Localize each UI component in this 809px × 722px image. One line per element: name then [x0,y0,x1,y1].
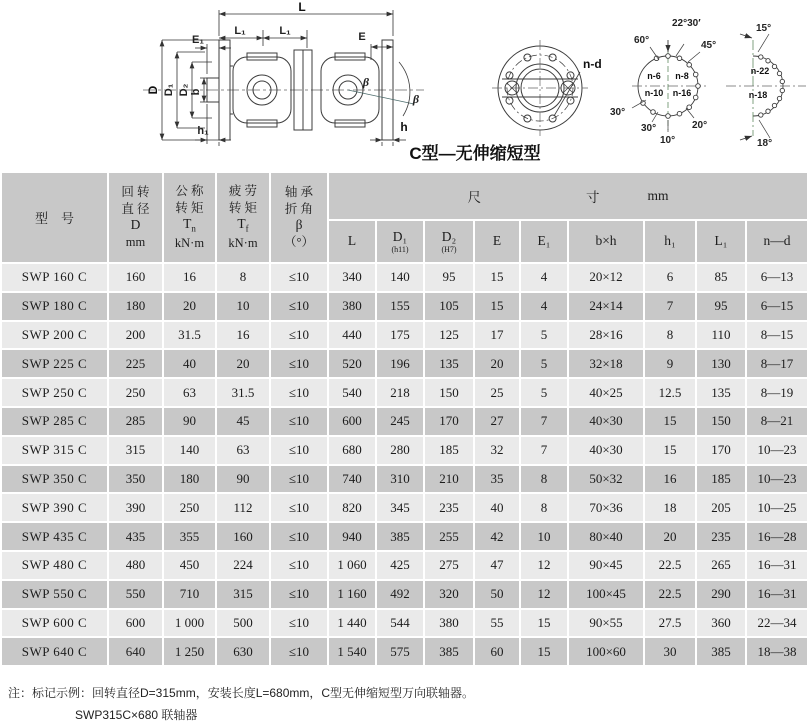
header-tf-line1: 疲 劳 [228,184,258,199]
value-cell: 22.5 [645,581,695,608]
n18-label: n-18 [748,90,768,100]
value-cell: 15 [475,264,519,291]
model-cell: SWP 550 C [2,581,107,608]
n8-label: n-8 [675,71,689,81]
model-cell: SWP 200 C [2,322,107,349]
angle-10-label: 10° [660,135,676,146]
header-nominal-torque [164,173,215,262]
value-cell: 8 [645,322,695,349]
value-cell: 140 [164,437,215,464]
value-cell: 360 [697,610,745,637]
value-cell: 600 [109,610,162,637]
header-col-h1: h₁ [645,221,695,262]
table-body [2,264,807,665]
value-cell: 4 [521,293,567,320]
dim-label-D2: D₂ [178,83,190,97]
value-cell: 265 [697,552,745,579]
value-cell: 385 [425,638,473,665]
angle-20-label: 20° [692,120,708,131]
header-fatigue-torque [217,173,269,262]
value-cell: 224 [217,552,269,579]
table-row [2,293,807,320]
header-tn-line1: 公 称 [175,184,204,199]
n6-label: n-6 [647,71,661,81]
value-cell: 20×12 [569,264,643,291]
value-cell: 170 [697,437,745,464]
value-cell: 70×36 [569,494,643,521]
bolt-pattern-circle [632,40,706,132]
header-d-line2: 直 径 [121,201,150,216]
value-cell: 16—31 [747,552,807,579]
table-row [2,638,807,665]
value-cell: 155 [377,293,423,320]
model-cell: SWP 250 C [2,379,107,406]
n10-label: n-10 [644,88,664,98]
beta-label-2: β [412,92,420,106]
value-cell: 17 [475,322,519,349]
model-cell: SWP 480 C [2,552,107,579]
value-cell: ≤10 [271,552,327,579]
value-cell: 640 [109,638,162,665]
value-cell: ≤10 [271,350,327,377]
value-cell: 90 [217,466,269,493]
value-cell: ≤10 [271,437,327,464]
dim-label-D1: D₁ [163,83,175,97]
value-cell: 355 [164,523,215,550]
value-cell: 350 [109,466,162,493]
value-cell: ≤10 [271,610,327,637]
value-cell: 550 [109,581,162,608]
value-cell: 425 [377,552,423,579]
value-cell: 8—17 [747,350,807,377]
value-cell: 210 [425,466,473,493]
dim-label-L1-left: L₁ [234,25,246,37]
header-beta-line1: 轴 承 [284,185,314,200]
value-cell: 18—38 [747,638,807,665]
value-cell: 63 [164,379,215,406]
table-row [2,552,807,579]
value-cell: 218 [377,379,423,406]
dim-label-E1: E₁ [192,34,204,46]
header-col-bxh: b×h [569,221,643,262]
header-col-E: E [475,221,519,262]
model-cell: SWP 160 C [2,264,107,291]
value-cell: 310 [377,466,423,493]
value-cell: 47 [475,552,519,579]
value-cell: 245 [377,408,423,435]
header-col-D2-note: (H7) [441,245,457,255]
value-cell: 6—13 [747,264,807,291]
value-cell: 100×45 [569,581,643,608]
dim-label-D: D [146,85,160,95]
value-cell: 100×60 [569,638,643,665]
value-cell: 16—28 [747,523,807,550]
value-cell: 185 [425,437,473,464]
value-cell: 8—15 [747,322,807,349]
value-cell: 385 [697,638,745,665]
dim-label-L: L [298,0,306,14]
value-cell: 40×30 [569,408,643,435]
value-cell: 185 [697,466,745,493]
value-cell: 450 [164,552,215,579]
header-col-D1-note: (h11) [391,245,409,255]
value-cell: ≤10 [271,581,327,608]
value-cell: 380 [329,293,375,320]
value-cell: 5 [521,322,567,349]
nd-label: n-d [583,57,602,71]
value-cell: 710 [164,581,215,608]
value-cell: 630 [217,638,269,665]
value-cell: 315 [109,437,162,464]
value-cell: 1 160 [329,581,375,608]
table-row [2,322,807,349]
value-cell: 600 [329,408,375,435]
value-cell: 680 [329,437,375,464]
value-cell: 6—15 [747,293,807,320]
n16-label: n-16 [672,88,692,98]
value-cell: 105 [425,293,473,320]
header-beta-unit: （°） [284,235,314,250]
value-cell: 31.5 [164,322,215,349]
dim-label-h1: h₁ [197,125,209,137]
value-cell: 175 [377,322,423,349]
value-cell: 15 [645,437,695,464]
value-cell: 95 [425,264,473,291]
value-cell: ≤10 [271,466,327,493]
value-cell: ≤10 [271,379,327,406]
model-cell: SWP 640 C [2,638,107,665]
value-cell: ≤10 [271,264,327,291]
value-cell: 345 [377,494,423,521]
value-cell: 315 [217,581,269,608]
value-cell: 492 [377,581,423,608]
value-cell: 5 [521,350,567,377]
value-cell: 7 [521,437,567,464]
value-cell: 4 [521,264,567,291]
value-cell: 10 [521,523,567,550]
header-tn-symbol: $T_n$ [183,216,196,235]
value-cell: 180 [109,293,162,320]
value-cell: 320 [425,581,473,608]
value-cell: 9 [645,350,695,377]
value-cell: 340 [329,264,375,291]
value-cell: 12 [521,552,567,579]
header-col-E1: E₁ [521,221,567,262]
value-cell: 440 [329,322,375,349]
header-size-char1: 尺 [467,190,482,205]
value-cell: 8 [521,494,567,521]
value-cell: 22—34 [747,610,807,637]
value-cell: 390 [109,494,162,521]
value-cell: 15 [475,293,519,320]
value-cell: 40×30 [569,437,643,464]
header-beta-symbol: β [295,217,303,233]
dim-label-b: b [190,88,202,96]
value-cell: 27.5 [645,610,695,637]
value-cell: 112 [217,494,269,521]
model-cell: SWP 225 C [2,350,107,377]
value-cell: 18 [645,494,695,521]
value-cell: 250 [109,379,162,406]
value-cell: 140 [377,264,423,291]
dim-label-h: h [400,120,408,134]
table-row [2,581,807,608]
value-cell: 45 [217,408,269,435]
dim-label-L1-right: L₁ [279,25,291,37]
value-cell: 130 [697,350,745,377]
header-tn-unit: kN·m [174,236,205,251]
table-row [2,610,807,637]
value-cell: 24×14 [569,293,643,320]
header-col-L1: L₁ [697,221,745,262]
header-d-unit: mm [125,235,146,250]
header-size-unit: mm [647,188,669,203]
note-line2: SWP315C×680 联轴器 [75,708,198,722]
value-cell: 16—31 [747,581,807,608]
value-cell: 150 [697,408,745,435]
left-yoke [233,57,291,123]
value-cell: 22.5 [645,552,695,579]
value-cell: 30 [645,638,695,665]
angle-2230-label: 22°30′ [672,18,701,29]
value-cell: 1 540 [329,638,375,665]
value-cell: 135 [697,379,745,406]
value-cell: 10—25 [747,494,807,521]
model-cell: SWP 180 C [2,293,107,320]
value-cell: 196 [377,350,423,377]
value-cell: 280 [377,437,423,464]
header-beta-line2: 折 角 [284,201,314,216]
value-cell: 275 [425,552,473,579]
model-cell: SWP 350 C [2,466,107,493]
value-cell: 8 [217,264,269,291]
header-tf-symbol: $T_f$ [237,216,249,235]
value-cell: 15 [645,408,695,435]
model-cell: SWP 285 C [2,408,107,435]
header-tn-line2: 转 矩 [175,200,204,215]
value-cell: 6 [645,264,695,291]
table-row [2,350,807,377]
value-cell: 12 [521,581,567,608]
value-cell: 40×25 [569,379,643,406]
value-cell: 235 [425,494,473,521]
value-cell: 385 [377,523,423,550]
value-cell: 10—23 [747,466,807,493]
dim-label-E: E [358,31,366,43]
value-cell: 250 [164,494,215,521]
header-col-D1: D₁ (h11) [377,221,423,262]
flange-front-view [492,40,588,136]
page-title: C型—无伸缩短型 [409,144,541,163]
table-row [2,379,807,406]
header-bearing-angle [271,173,327,262]
value-cell: 205 [697,494,745,521]
value-cell: 110 [697,322,745,349]
value-cell: 480 [109,552,162,579]
value-cell: 160 [217,523,269,550]
model-cell: SWP 600 C [2,610,107,637]
value-cell: 380 [425,610,473,637]
beta-label-1: β [362,75,370,89]
value-cell: 10—23 [747,437,807,464]
value-cell: 12.5 [645,379,695,406]
value-cell: 135 [425,350,473,377]
value-cell: 544 [377,610,423,637]
value-cell: 25 [475,379,519,406]
table-row [2,264,807,291]
value-cell: 160 [109,264,162,291]
value-cell: 125 [425,322,473,349]
value-cell: ≤10 [271,494,327,521]
header-d-symbol: D [130,217,141,233]
value-cell: 90 [164,408,215,435]
value-cell: 16 [217,322,269,349]
value-cell: ≤10 [271,322,327,349]
angle-30a-label: 30° [610,107,626,118]
value-cell: 235 [697,523,745,550]
value-cell: 575 [377,638,423,665]
table-row [2,408,807,435]
value-cell: 5 [521,379,567,406]
value-cell: 8—21 [747,408,807,435]
table-row [2,523,807,550]
value-cell: 290 [697,581,745,608]
header-dimensions-group [329,173,807,219]
value-cell: 20 [217,350,269,377]
value-cell: 42 [475,523,519,550]
value-cell: 500 [217,610,269,637]
value-cell: 80×40 [569,523,643,550]
spec-table [0,171,809,667]
model-cell: SWP 390 C [2,494,107,521]
header-model: 型 号 [2,173,107,262]
value-cell: 50×32 [569,466,643,493]
header-col-D2: D₂ (H7) [425,221,473,262]
value-cell: 1 250 [164,638,215,665]
table-row [2,494,807,521]
beta-arc [399,62,410,116]
value-cell: 50 [475,581,519,608]
value-cell: 95 [697,293,745,320]
model-cell: SWP 435 C [2,523,107,550]
value-cell: 285 [109,408,162,435]
header-d-line1: 回 转 [121,185,150,200]
header-col-nd: n—d [747,221,807,262]
value-cell: 225 [109,350,162,377]
value-cell: ≤10 [271,408,327,435]
value-cell: 40 [475,494,519,521]
value-cell: 15 [521,610,567,637]
value-cell: 1 000 [164,610,215,637]
value-cell: 31.5 [217,379,269,406]
value-cell: 32×18 [569,350,643,377]
model-cell: SWP 315 C [2,437,107,464]
value-cell: 7 [645,293,695,320]
value-cell: 60 [475,638,519,665]
value-cell: 55 [475,610,519,637]
angle-45-label: 45° [701,40,717,51]
header-col-L: L [329,221,375,262]
value-cell: 150 [425,379,473,406]
value-cell: ≤10 [271,638,327,665]
angle-30b-label: 30° [641,123,657,134]
value-cell: 16 [164,264,215,291]
value-cell: 32 [475,437,519,464]
value-cell: 20 [645,523,695,550]
value-cell: 520 [329,350,375,377]
angle-60-label: 60° [634,35,650,46]
angle-18-label: 18° [757,138,773,149]
table-row [2,437,807,464]
header-tf-line2: 转 矩 [228,200,258,215]
header-tf-unit: kN·m [228,236,258,251]
value-cell: 90×55 [569,610,643,637]
value-cell: 27 [475,408,519,435]
value-cell: 90×45 [569,552,643,579]
value-cell: 8—19 [747,379,807,406]
value-cell: 8 [521,466,567,493]
value-cell: 15 [521,638,567,665]
value-cell: 20 [164,293,215,320]
value-cell: 180 [164,466,215,493]
value-cell: ≤10 [271,293,327,320]
value-cell: 28×16 [569,322,643,349]
angle-15-label: 15° [756,23,772,34]
n22-label: n-22 [750,66,770,76]
value-cell: 435 [109,523,162,550]
table-row [2,466,807,493]
value-cell: 63 [217,437,269,464]
value-cell: 16 [645,466,695,493]
value-cell: 540 [329,379,375,406]
value-cell: 40 [164,350,215,377]
value-cell: 820 [329,494,375,521]
value-cell: 940 [329,523,375,550]
bolt-pattern-half-circle [726,34,806,140]
value-cell: 85 [697,264,745,291]
value-cell: 170 [425,408,473,435]
header-rotation-diameter [109,173,162,262]
value-cell: 740 [329,466,375,493]
value-cell: ≤10 [271,523,327,550]
value-cell: 10 [217,293,269,320]
value-cell: 1 060 [329,552,375,579]
value-cell: 200 [109,322,162,349]
value-cell: 255 [425,523,473,550]
header-size-char2: 寸 [586,190,600,205]
value-cell: 7 [521,408,567,435]
value-cell: 35 [475,466,519,493]
value-cell: 1 440 [329,610,375,637]
note-line1: 注：标记示例：回转直径D=315mm，安装长度L=680mm，C型无伸缩短型万向联轴器。 [8,686,475,700]
value-cell: 20 [475,350,519,377]
